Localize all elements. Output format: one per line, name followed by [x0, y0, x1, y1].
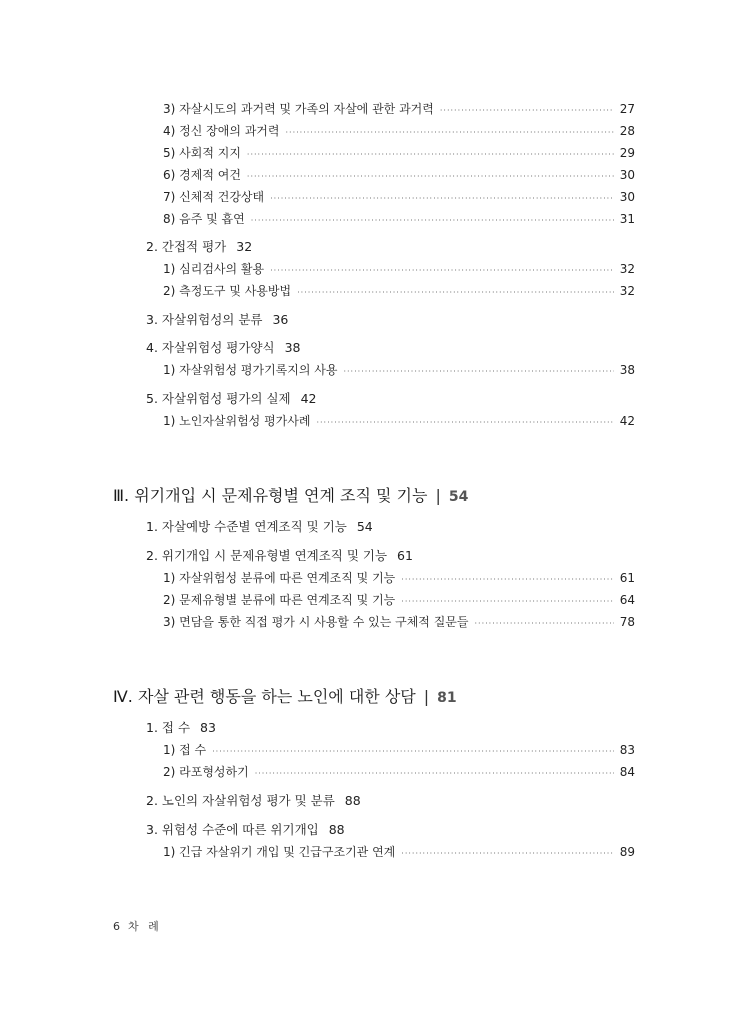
dot-leader [401, 572, 613, 588]
toc-entry-title: 5) 사회적 지지 [163, 146, 241, 160]
toc-entry [163, 614, 635, 632]
toc-entry-page: 29 [619, 146, 635, 160]
chapter-heading [113, 486, 468, 507]
toc-section-title: 5. 자살위험성 평가의 실제 [146, 391, 291, 406]
toc-entry-page: 78 [619, 615, 635, 629]
toc-section-page: 42 [300, 391, 317, 406]
page-footer [113, 918, 162, 934]
footer-title: 차 례 [128, 920, 162, 933]
toc-entry-title: 1) 자살위험성 분류에 따른 연계조직 및 기능 [163, 571, 396, 585]
toc-section-page: 36 [272, 312, 289, 327]
toc-entry-title: 3) 자살시도의 과거력 및 가족의 자살에 관한 과거력 [163, 102, 434, 116]
toc-entry [163, 145, 635, 163]
toc-entry-page: 38 [619, 363, 635, 377]
chapter-title: Ⅲ. 위기개입 시 문제유형별 연계 조직 및 기능 [113, 486, 428, 505]
toc-section-title: 3. 위험성 수준에 따른 위기개입 [146, 822, 319, 837]
toc-entry-title: 1) 심리검사의 활용 [163, 262, 265, 276]
toc-section [146, 519, 373, 535]
toc-entry [163, 764, 635, 782]
toc-section-title: 2. 위기개입 시 문제유형별 연계조직 및 기능 [146, 548, 388, 563]
toc-section-page: 32 [236, 239, 253, 254]
toc-entry [163, 211, 635, 229]
toc-entry [163, 167, 635, 185]
toc-entry-title: 2) 라포형성하기 [163, 765, 249, 779]
toc-section-page: 83 [200, 720, 216, 735]
toc-entry [163, 123, 635, 141]
toc-entry-page: 31 [619, 212, 635, 226]
toc-section-page: 38 [284, 340, 301, 355]
dot-leader [270, 263, 614, 279]
toc-entry [163, 283, 635, 301]
toc-section-title: 4. 자살위험성 평가양식 [146, 340, 275, 355]
toc-entry-title: 1) 긴급 자살위기 개입 및 긴급구조기관 연계 [163, 845, 396, 859]
toc-section-page: 54 [356, 519, 373, 534]
toc-entry-page: 28 [619, 124, 635, 138]
toc-entry-page: 84 [619, 765, 635, 779]
toc-entry-title: 1) 노인자살위험성 평가사례 [163, 414, 311, 428]
dot-leader [270, 191, 614, 207]
toc-entry-title: 3) 면담을 통한 직접 평가 시 사용할 수 있는 구체적 질문들 [163, 615, 469, 629]
chapter-page: 54 [448, 489, 469, 505]
toc-section [146, 720, 216, 736]
toc-section [146, 391, 317, 407]
toc-entry [163, 101, 635, 119]
toc-section [146, 239, 252, 255]
toc-entry-title: 4) 정신 장애의 과거력 [163, 124, 280, 138]
dot-leader [401, 846, 613, 862]
dot-leader [212, 744, 614, 760]
dot-leader [251, 213, 614, 229]
toc-entry-page: 30 [619, 190, 635, 204]
toc-entry-page: 61 [619, 571, 635, 585]
toc-entry [163, 189, 635, 207]
dot-leader [343, 364, 613, 380]
footer-page-number: 6 [113, 920, 120, 933]
toc-entry [163, 570, 635, 588]
chapter-heading [113, 687, 457, 708]
toc-entry-title: 6) 경제적 여건 [163, 168, 241, 182]
dot-leader [255, 766, 614, 782]
toc-section-title: 1. 접 수 [146, 720, 191, 735]
toc-entry [163, 592, 635, 610]
toc-section-page: 88 [328, 822, 345, 837]
toc-entry-page: 83 [619, 743, 635, 757]
toc-section-page: 61 [397, 548, 413, 563]
toc-section [146, 340, 300, 356]
toc-section-title: 1. 자살예방 수준별 연계조직 및 기능 [146, 519, 347, 534]
chapter-separator: | [435, 486, 441, 505]
toc-entry-page: 32 [619, 284, 635, 298]
dot-leader [297, 285, 614, 301]
toc-entry-page: 30 [619, 168, 635, 182]
toc-entry-page: 64 [619, 593, 635, 607]
toc-entry-page: 89 [619, 845, 635, 859]
toc-entry-page: 32 [619, 262, 635, 276]
chapter-page: 81 [437, 690, 457, 706]
dot-leader [316, 415, 613, 431]
toc-section-title: 2. 노인의 자살위험성 평가 및 분류 [146, 793, 335, 808]
toc-section-title: 3. 자살위험성의 분류 [146, 312, 263, 327]
toc-entry [163, 261, 635, 279]
dot-leader [440, 103, 614, 119]
toc-entry-title: 8) 음주 및 흡연 [163, 212, 245, 226]
toc-entry-title: 2) 문제유형별 분류에 따른 연계조직 및 기능 [163, 593, 396, 607]
toc-entry-page: 27 [619, 102, 635, 116]
dot-leader [475, 616, 614, 632]
chapter-title: Ⅳ. 자살 관련 행동을 하는 노인에 대한 상담 [113, 687, 416, 706]
toc-section [146, 312, 288, 328]
chapter-separator: | [423, 687, 430, 706]
toc-entry [163, 362, 635, 380]
toc-section [146, 793, 361, 809]
toc-entry-title: 7) 신체적 건강상태 [163, 190, 265, 204]
toc-entry [163, 844, 635, 862]
toc-section [146, 548, 413, 564]
toc-entry-title: 1) 접 수 [163, 743, 207, 757]
toc-entry-title: 2) 측정도구 및 사용방법 [163, 284, 292, 298]
toc-entry-title: 1) 자살위험성 평가기록지의 사용 [163, 363, 338, 377]
dot-leader [247, 147, 614, 163]
toc-entry-page: 42 [619, 414, 635, 428]
toc-section-page: 88 [344, 793, 361, 808]
toc-entry [163, 742, 635, 760]
dot-leader [247, 169, 614, 185]
dot-leader [286, 125, 614, 141]
toc-section-title: 2. 간접적 평가 [146, 239, 227, 254]
toc-section [146, 822, 345, 838]
toc-entry [163, 413, 635, 431]
dot-leader [401, 594, 613, 610]
